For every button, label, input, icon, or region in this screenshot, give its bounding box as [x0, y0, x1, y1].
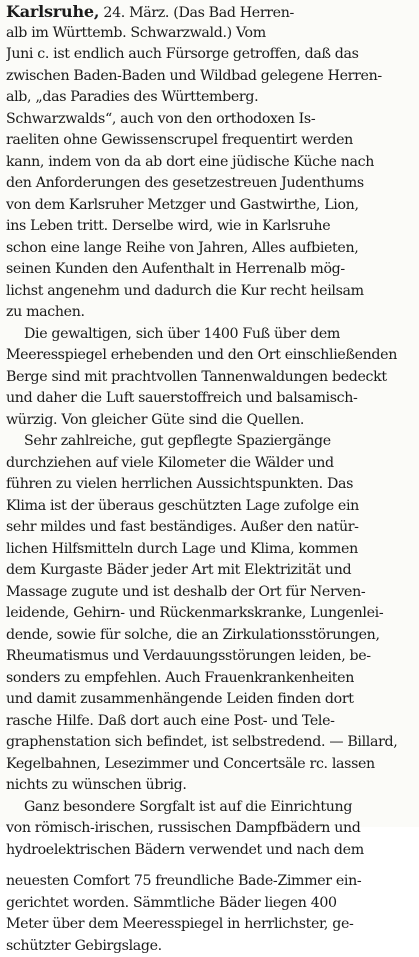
- article-line: Massage zugute und ist deshalb der Ort für Nerven-: [6, 582, 414, 604]
- article-line: sehr mildes und fast beständiges. Außer den natür-: [6, 517, 414, 539]
- article-line: Kegelbahnen, Lesezimmer und Concertsäle rc. lassen: [6, 754, 414, 776]
- article-line-text: (Das Bad Herren-: [173, 5, 294, 21]
- article-line: nichts zu wünschen übrig.: [6, 775, 414, 797]
- article-line: Schwarzwalds“, auch von den orthodoxen Is-: [6, 109, 414, 131]
- article-line: hydroelektrischen Bädern verwendet und nach dem: [6, 840, 414, 862]
- article-line: von dem Karlsruher Metzger und Gastwirthe, Lion,: [6, 195, 414, 217]
- article-line: graphenstation sich befindet, ist selbstredend. — Billard,: [6, 732, 414, 754]
- article-line: durchziehen auf viele Kilometer die Wälder und: [6, 453, 414, 475]
- article-line: leidende, Gehirn- und Rückenmarkskranke, Lungenlei-: [6, 603, 414, 625]
- article-line: Berge sind mit prachtvollen Tannenwaldungen bedeckt: [6, 367, 414, 389]
- article-line: Sehr zahlreiche, gut gepflegte Spaziergänge: [6, 431, 414, 453]
- article-line: ins Leben tritt. Derselbe wird, wie in Karlsruhe: [6, 216, 414, 238]
- column-gap: [6, 861, 414, 871]
- article-line: rasche Hilfe. Daß dort auch eine Post- und Tele-: [6, 711, 414, 733]
- article-line: alb, „das Paradies des Württemberg.: [6, 87, 414, 109]
- article-line: schützter Gebirgslage.: [6, 936, 414, 957]
- article-line: Die gewaltigen, sich über 1400 Fuß über dem: [6, 324, 414, 346]
- article-line: führen zu vielen herrlichen Aussichtspunkten. Das: [6, 474, 414, 496]
- article-line: raeliten ohne Gewissenscrupel frequentirt werden: [6, 130, 414, 152]
- article-line: neuesten Comfort 75 freundliche Bade-Zimmer ein-: [6, 871, 414, 893]
- article-line: [6, 1, 414, 23]
- article-line: Juni c. ist endlich auch Fürsorge getroffen, daß das: [6, 44, 414, 66]
- article-line: Meter über dem Meeresspiegel in herrlichster, ge-: [6, 914, 414, 936]
- article-line: Meeresspiegel erhebenden und den Ort einschließenden: [6, 345, 414, 367]
- headline-date: 24. März.: [99, 5, 169, 21]
- article-line: lichen Hilfsmitteln durch Lage und Klima, kommen: [6, 539, 414, 561]
- article-line: sonders zu empfehlen. Auch Frauenkrankenheiten: [6, 668, 414, 690]
- article-line: alb im Württemb. Schwarzwald.) Vom: [6, 23, 414, 45]
- article-line: Klima ist der überaus geschützten Lage zufolge ein: [6, 496, 414, 518]
- article-line: lichst angenehm und dadurch die Kur recht heilsam: [6, 281, 414, 303]
- article-line: Ganz besondere Sorgfalt ist auf die Einrichtung: [6, 797, 414, 819]
- article-line: seinen Kunden den Aufenthalt in Herrenalb mög-: [6, 259, 414, 281]
- article-line: gerichtet worden. Sämmtliche Bäder liegen 400: [6, 893, 414, 915]
- article-line: schon eine lange Reihe von Jahren, Alles aufbieten,: [6, 238, 414, 260]
- article-line: würzig. Von gleicher Güte sind die Quellen.: [6, 410, 414, 432]
- article-line: den Anforderungen des gesetzestreuen Judenthums: [6, 173, 414, 195]
- article-line: von römisch-irischen, russischen Dampfbädern und: [6, 818, 414, 840]
- headline-place: Karlsruhe,: [6, 2, 99, 21]
- article-line: dem Kurgaste Bäder jeder Art mit Elektrizität und: [6, 560, 414, 582]
- article-line: zwischen Baden-Baden und Wildbad gelegene Herren-: [6, 66, 414, 88]
- article-line: und daher die Luft sauerstoffreich und balsamisch-: [6, 388, 414, 410]
- article-line: dende, sowie für solche, die an Zirkulationsstörungen,: [6, 625, 414, 647]
- article-text: [6, 1, 414, 957]
- article-line: zu machen.: [6, 302, 414, 324]
- article-line: kann, indem von da ab dort eine jüdische Küche nach: [6, 152, 414, 174]
- article-line: und damit zusammenhängende Leiden finden dort: [6, 689, 414, 711]
- article-line: Rheumatismus und Verdauungsstörungen leiden, be-: [6, 646, 414, 668]
